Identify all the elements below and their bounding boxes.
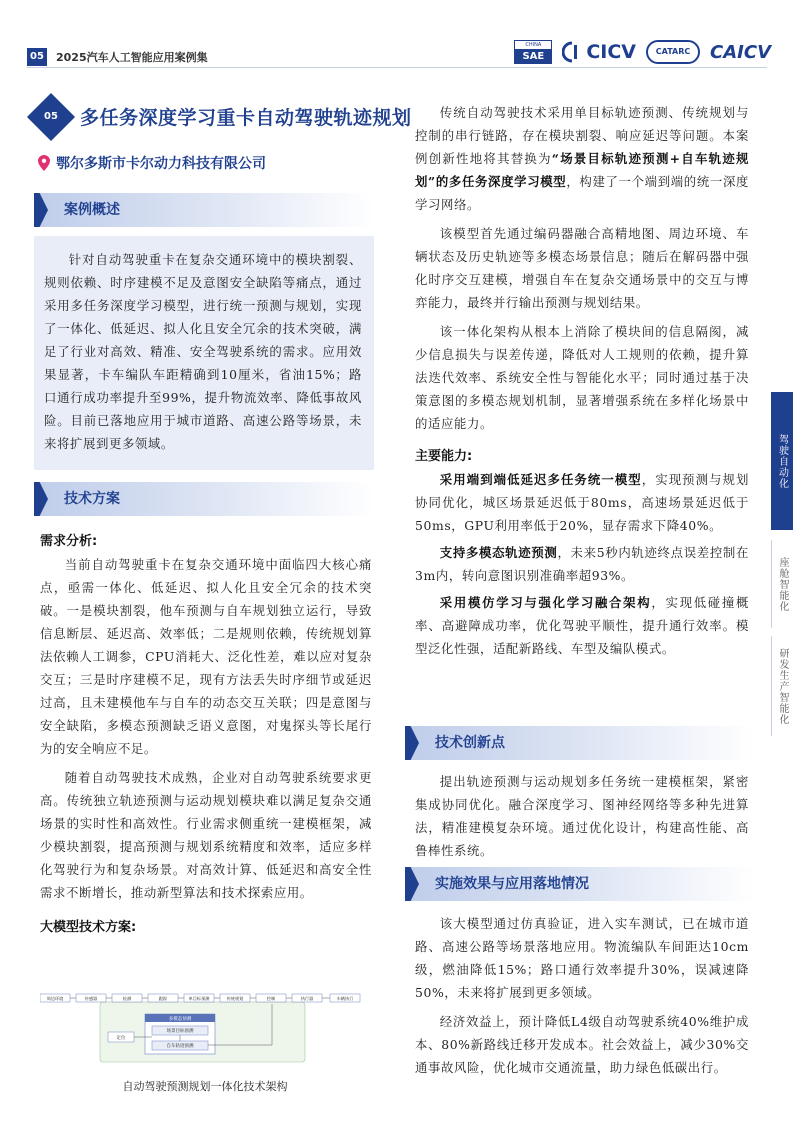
diagram-caption: 自动驾驶预测规划一体化技术架构 [122,1080,288,1093]
intro-paragraph: 传统自动驾驶技术采用单目标轨迹预测、传统规划与控制的串行链路，存在模块割裂、响应延迟等问题。本案例创新性地将其替换为“场景目标轨迹预测+自车轨迹规划”的多任务深度学习模型，构建了一个端到端的统一深度学习网络。 [415,105,749,212]
flow-label: 控制 [266,996,276,1001]
china-sae-logo: CHINA SAE [514,40,552,64]
company-name: 鄂尔多斯市卡尔动力科技有限公司 [56,156,266,172]
results-block [415,912,749,1079]
flow-label: 执行器 [300,996,314,1001]
flow-label: 车辆执行 [336,996,354,1001]
innovation-block [415,770,749,862]
chevron-right-icon [405,867,419,901]
inner-title: 多模态预测 [168,1017,192,1022]
demand-paragraph-1: 当前自动驾驶重卡在复杂交通环境中面临四大核心痛点，亟需一体化、低延迟、拟人化且安全冗余的技术突破。一是模块割裂，他车预测与自车规划独立运行，导致信息断层、延迟高、效率低；二是规则依赖，传统规划算法依赖人工调参，CPU消耗大、泛化性差，难以应对复杂交互；三是时序建模不足，现有方法丢失时序细节或延迟过高，且未建模他车与自车的动态交互关联；四是意图与安全缺陷，多模态预测缺乏语义意图，对鬼探头等长尾行为的安全响应不足。 [40,557,372,756]
document-title: 2025汽车人工智能应用案例集 [56,51,208,64]
overview-box [34,236,374,470]
case-title: 多任务深度学习重卡自动驾驶轨迹规划 [80,107,412,129]
architecture-diagram [40,990,370,1070]
demand-analysis [40,530,372,935]
results-paragraph-1: 该大模型通过仿真验证，进入实车测试，已在城市道路、高速公路等场景落地应用。物流编队车间距达10cm级，燃油降低15%；路口通行效率提升30%，误减速降50%，未来将扩展到更多领域。 [415,916,749,1000]
section-title: 技术方案 [64,491,120,507]
case-number: 05 [44,111,58,122]
capability-2: 支持多模态轨迹预测，未来5秒内轨迹终点误差控制在3m内，转向意图识别准确率超93%。 [415,545,749,583]
flow-label: 传统规划 [226,996,244,1001]
caicv-logo: CAICV [710,41,771,63]
section-banner-overview [34,193,374,227]
results-paragraph-2: 经济效益上，预计降低L4级自动驾驶系统40%维护成本、80%新路线迁移开发成本。社会效益上，减少30%交通事故风险，优化城市交通流量，助力绿色低碳出行。 [415,1014,749,1075]
demand-paragraph-2: 随着自动驾驶技术成熟，企业对自动驾驶系统要求更高。传统独立轨迹预测与运动规划模块难以满足复杂交通场景的实时性和高效性。行业需求侧重统一建模框架，减少模块割裂，提高预测与规划系统精度和效率，适应多样化驾驶行为和复杂场景。对高效计算、低延迟和高安全性需求不断增长，推动新型算法和技术探索应用。 [40,770,372,900]
chevron-right-icon [34,482,48,516]
flow-label: 传感器 [84,996,98,1001]
flow-label: 跟踪 [158,996,168,1001]
innovation-paragraph: 提出轨迹预测与运动规划多任务统一建模框架，紧密集成协同优化。融合深度学习、图神经网络等多种先进算法，精准建模复杂环境。通过优化设计，构建高性能、高鲁棒性系统。 [415,774,749,858]
chevron-right-icon [34,193,48,227]
section-banner-results [405,867,755,901]
architecture-paragraph: 该一体化架构从根本上消除了模块间的信息隔阂，减少信息损失与误差传递，降低对人工规则的依赖，提升算法迭代效率、系统安全性与智能化水平；同时通过基于决策意图的多模态规划机制，显著增强系统在多样化场景中的适应能力。 [415,324,749,431]
chevron-right-icon [405,726,419,760]
location-pin-icon [38,155,50,171]
side-tab-rd-production[interactable]: 研发生产智能化 [771,636,793,736]
cicv-logo: CICV [562,41,636,63]
page-header [0,0,793,80]
capabilities-heading: 主要能力: [415,449,473,464]
section-title: 实施效果与应用落地情况 [435,876,589,892]
catarc-logo: CATARC [646,40,700,64]
side-tab-cockpit-intelligence[interactable]: 座舱智能化 [771,540,793,628]
company-line [38,153,266,173]
flow-label: 周边环境 [46,996,64,1001]
side-tab-driving-automation[interactable]: 驾驶自动化 [771,392,793,530]
encoder-paragraph: 该模型首先通过编码器融合高精地图、周边环境、车辆状态及历史轨迹等多模态场景信息；随后在解码器中强化时序交互建模，增强自车在复杂交通场景中的交互与博弈能力，最终并行输出预测与规划结果。 [415,226,749,310]
overview-text: 针对自动驾驶重卡在复杂交通环境中的模块割裂、规则依赖、时序建模不足及意图安全缺陷等痛点，通过采用多任务深度学习模型，进行统一预测与规划，实现了一体化、低延迟、拟人化且安全冗余的技术突破，满足了行业对高效、精准、安全驾驶系统的需求。应用效果显著，卡车编队车距精确到10厘米，省油15%；路口通行成功率提升至99%，提升物流效率、降低事故风险。目前已落地应用于城市道路、高速公路等场景，未来将扩展到更多领域。 [44,252,362,451]
section-banner-tech [34,482,374,516]
inner-box-2: 自车轨迹预测 [166,1044,194,1049]
flow-label: 检测 [122,996,132,1001]
page-number: 05 [27,48,47,66]
demand-heading: 需求分析: [40,534,98,549]
header-divider [27,67,767,68]
capability-3: 采用模仿学习与强化学习融合架构，实现低碰撞概率、高避障成功率，优化驾驶平顺性，提升通行效率。模型泛化性强，适配新路线、车型及编队模式。 [415,595,749,656]
section-banner-innovation [405,726,755,760]
flow-label: 单目标预测 [188,996,210,1001]
side-box: 定位 [116,1036,126,1041]
partner-logos [514,40,771,64]
right-column [415,101,749,660]
section-title: 案例概述 [64,202,120,218]
capability-1: 采用端到端低延迟多任务统一模型，实现预测与规划协同优化，城区场景延迟低于80ms，高速场景延迟低于50ms，GPU利用率低于20%，显存需求下降40%。 [415,472,750,533]
model-heading: 大模型技术方案: [40,920,137,935]
inner-box-1: 场景目标预测 [166,1029,194,1034]
section-title: 技术创新点 [435,735,505,751]
